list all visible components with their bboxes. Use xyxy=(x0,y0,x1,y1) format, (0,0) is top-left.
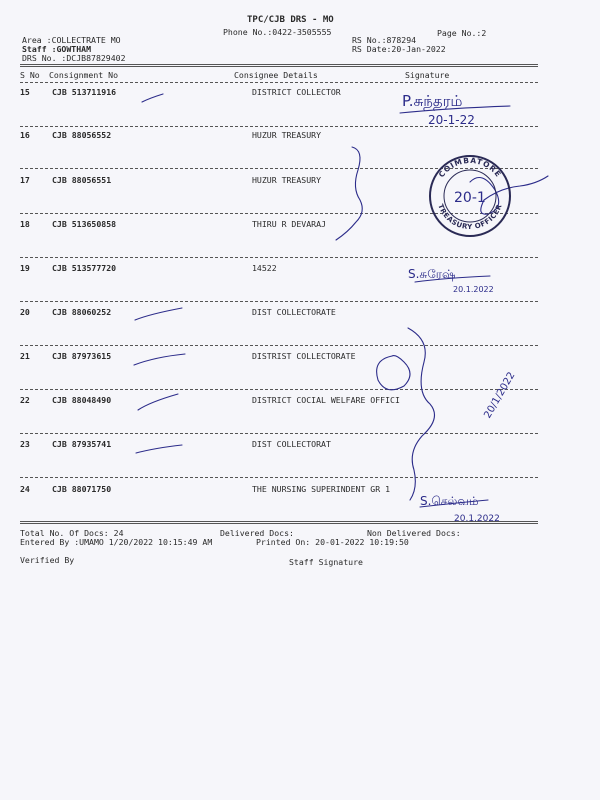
row-divider xyxy=(20,257,538,258)
staff-label: Staff :GOWTHAM xyxy=(22,44,92,54)
consignment-number: CJB 513711916 xyxy=(52,87,117,97)
consignee-details: 14522 xyxy=(252,263,277,273)
row-divider xyxy=(20,477,538,478)
column-divider xyxy=(20,82,538,83)
row-divider xyxy=(20,213,538,214)
row-number: 21 xyxy=(20,351,30,361)
sheet-title: TPC/CJB DRS - MO xyxy=(247,15,334,25)
row-number: 20 xyxy=(20,307,30,317)
consignment-number: CJB 87935741 xyxy=(52,439,112,449)
area-label: Area :COLLECTRATE MO xyxy=(22,35,121,45)
row-divider xyxy=(20,345,538,346)
table-row xyxy=(0,87,600,107)
date-row-15: 20-1-22 xyxy=(428,113,475,127)
underline-15 xyxy=(400,106,510,113)
consignment-number: CJB 513650858 xyxy=(52,219,117,229)
staff-signature-label: Staff Signature xyxy=(289,557,363,567)
consignment-number: CJB 88071750 xyxy=(52,484,112,494)
table-end-divider xyxy=(20,521,538,524)
consignment-number: CJB 88056552 xyxy=(52,130,112,140)
consignee-details: DISTRICT COCIAL WELFARE OFFICI xyxy=(252,395,400,405)
table-row xyxy=(0,439,600,459)
column-header-signature: Signature xyxy=(405,70,450,80)
drs-number: DRS No. :DCJB87829402 xyxy=(22,53,126,63)
table-row xyxy=(0,130,600,150)
row-divider xyxy=(20,126,538,127)
table-row xyxy=(0,395,600,415)
consignment-number: CJB 513577720 xyxy=(52,263,117,273)
phone-number: Phone No.:0422-3505555 xyxy=(223,27,332,37)
consignment-number: CJB 87973615 xyxy=(52,351,112,361)
row-divider xyxy=(20,301,538,302)
table-row xyxy=(0,263,600,283)
column-header-consignee: Consignee Details xyxy=(234,70,318,80)
signature-row-19: S.சுரேஷ் xyxy=(408,267,456,281)
consignee-details: THIRU R DEVARAJ xyxy=(252,219,326,229)
total-docs: Total No. Of Docs: 24 xyxy=(20,528,124,538)
rs-number: RS No.:878294 xyxy=(352,35,417,45)
consignment-number: CJB 88056551 xyxy=(52,175,112,185)
row-number: 24 xyxy=(20,484,30,494)
table-row xyxy=(0,307,600,327)
consignee-details: DIST COLLECTORAT xyxy=(252,439,331,449)
table-row xyxy=(0,351,600,371)
page-number: Page No.:2 xyxy=(437,28,487,38)
consignee-details: THE NURSING SUPERINDENT GR 1 xyxy=(252,484,391,494)
row-number: 18 xyxy=(20,219,30,229)
consignee-details: DIST COLLECTORATE xyxy=(252,307,336,317)
signature-row-24: S.செல்வம் xyxy=(420,494,479,508)
svg-text:COIMBATORE: COIMBATORE xyxy=(436,155,504,180)
svg-text:TREASURY OFFICER: TREASURY OFFICER xyxy=(436,202,504,232)
consignee-details: HUZUR TREASURY xyxy=(252,175,322,185)
table-row xyxy=(0,175,600,195)
consignment-number: CJB 88060252 xyxy=(52,307,112,317)
consignee-details: DISTRICT COLLECTOR xyxy=(252,87,341,97)
row-divider xyxy=(20,389,538,390)
row-number: 19 xyxy=(20,263,30,273)
consignment-number: CJB 88048490 xyxy=(52,395,112,405)
entered-by: Entered By :UMAMO 1/20/2022 10:15:49 AM xyxy=(20,537,213,547)
row-divider xyxy=(20,433,538,434)
row-number: 16 xyxy=(20,130,30,140)
table-row xyxy=(0,484,600,504)
signature-row-15: P.சுந்தரம் xyxy=(402,92,463,110)
date-row-19: 20.1.2022 xyxy=(453,285,494,294)
row-number: 15 xyxy=(20,87,30,97)
date-row-22: 20/1/2022 xyxy=(482,370,518,421)
svg-text:20-1: 20-1 xyxy=(454,190,486,206)
consignee-details: DISTRIST COLLECTORATE xyxy=(252,351,356,361)
row-divider xyxy=(20,168,538,169)
printed-on: Printed On: 20-01-2022 10:19:50 xyxy=(256,537,409,547)
non-delivered-docs-label: Non Delivered Docs: xyxy=(367,528,461,538)
row-number: 23 xyxy=(20,439,30,449)
row-number: 22 xyxy=(20,395,30,405)
header-divider xyxy=(20,64,538,67)
column-header-consignment: Consignment No xyxy=(49,70,119,80)
verified-by-label: Verified By xyxy=(20,555,75,565)
consignee-details: HUZUR TREASURY xyxy=(252,130,322,140)
date-row-24: 20.1.2022 xyxy=(454,514,500,524)
column-header-sno: S No xyxy=(20,70,40,80)
row-number: 17 xyxy=(20,175,30,185)
rs-date: RS Date:20-Jan-2022 xyxy=(352,44,446,54)
delivered-docs-label: Delivered Docs: xyxy=(220,528,294,538)
table-row xyxy=(0,219,600,239)
